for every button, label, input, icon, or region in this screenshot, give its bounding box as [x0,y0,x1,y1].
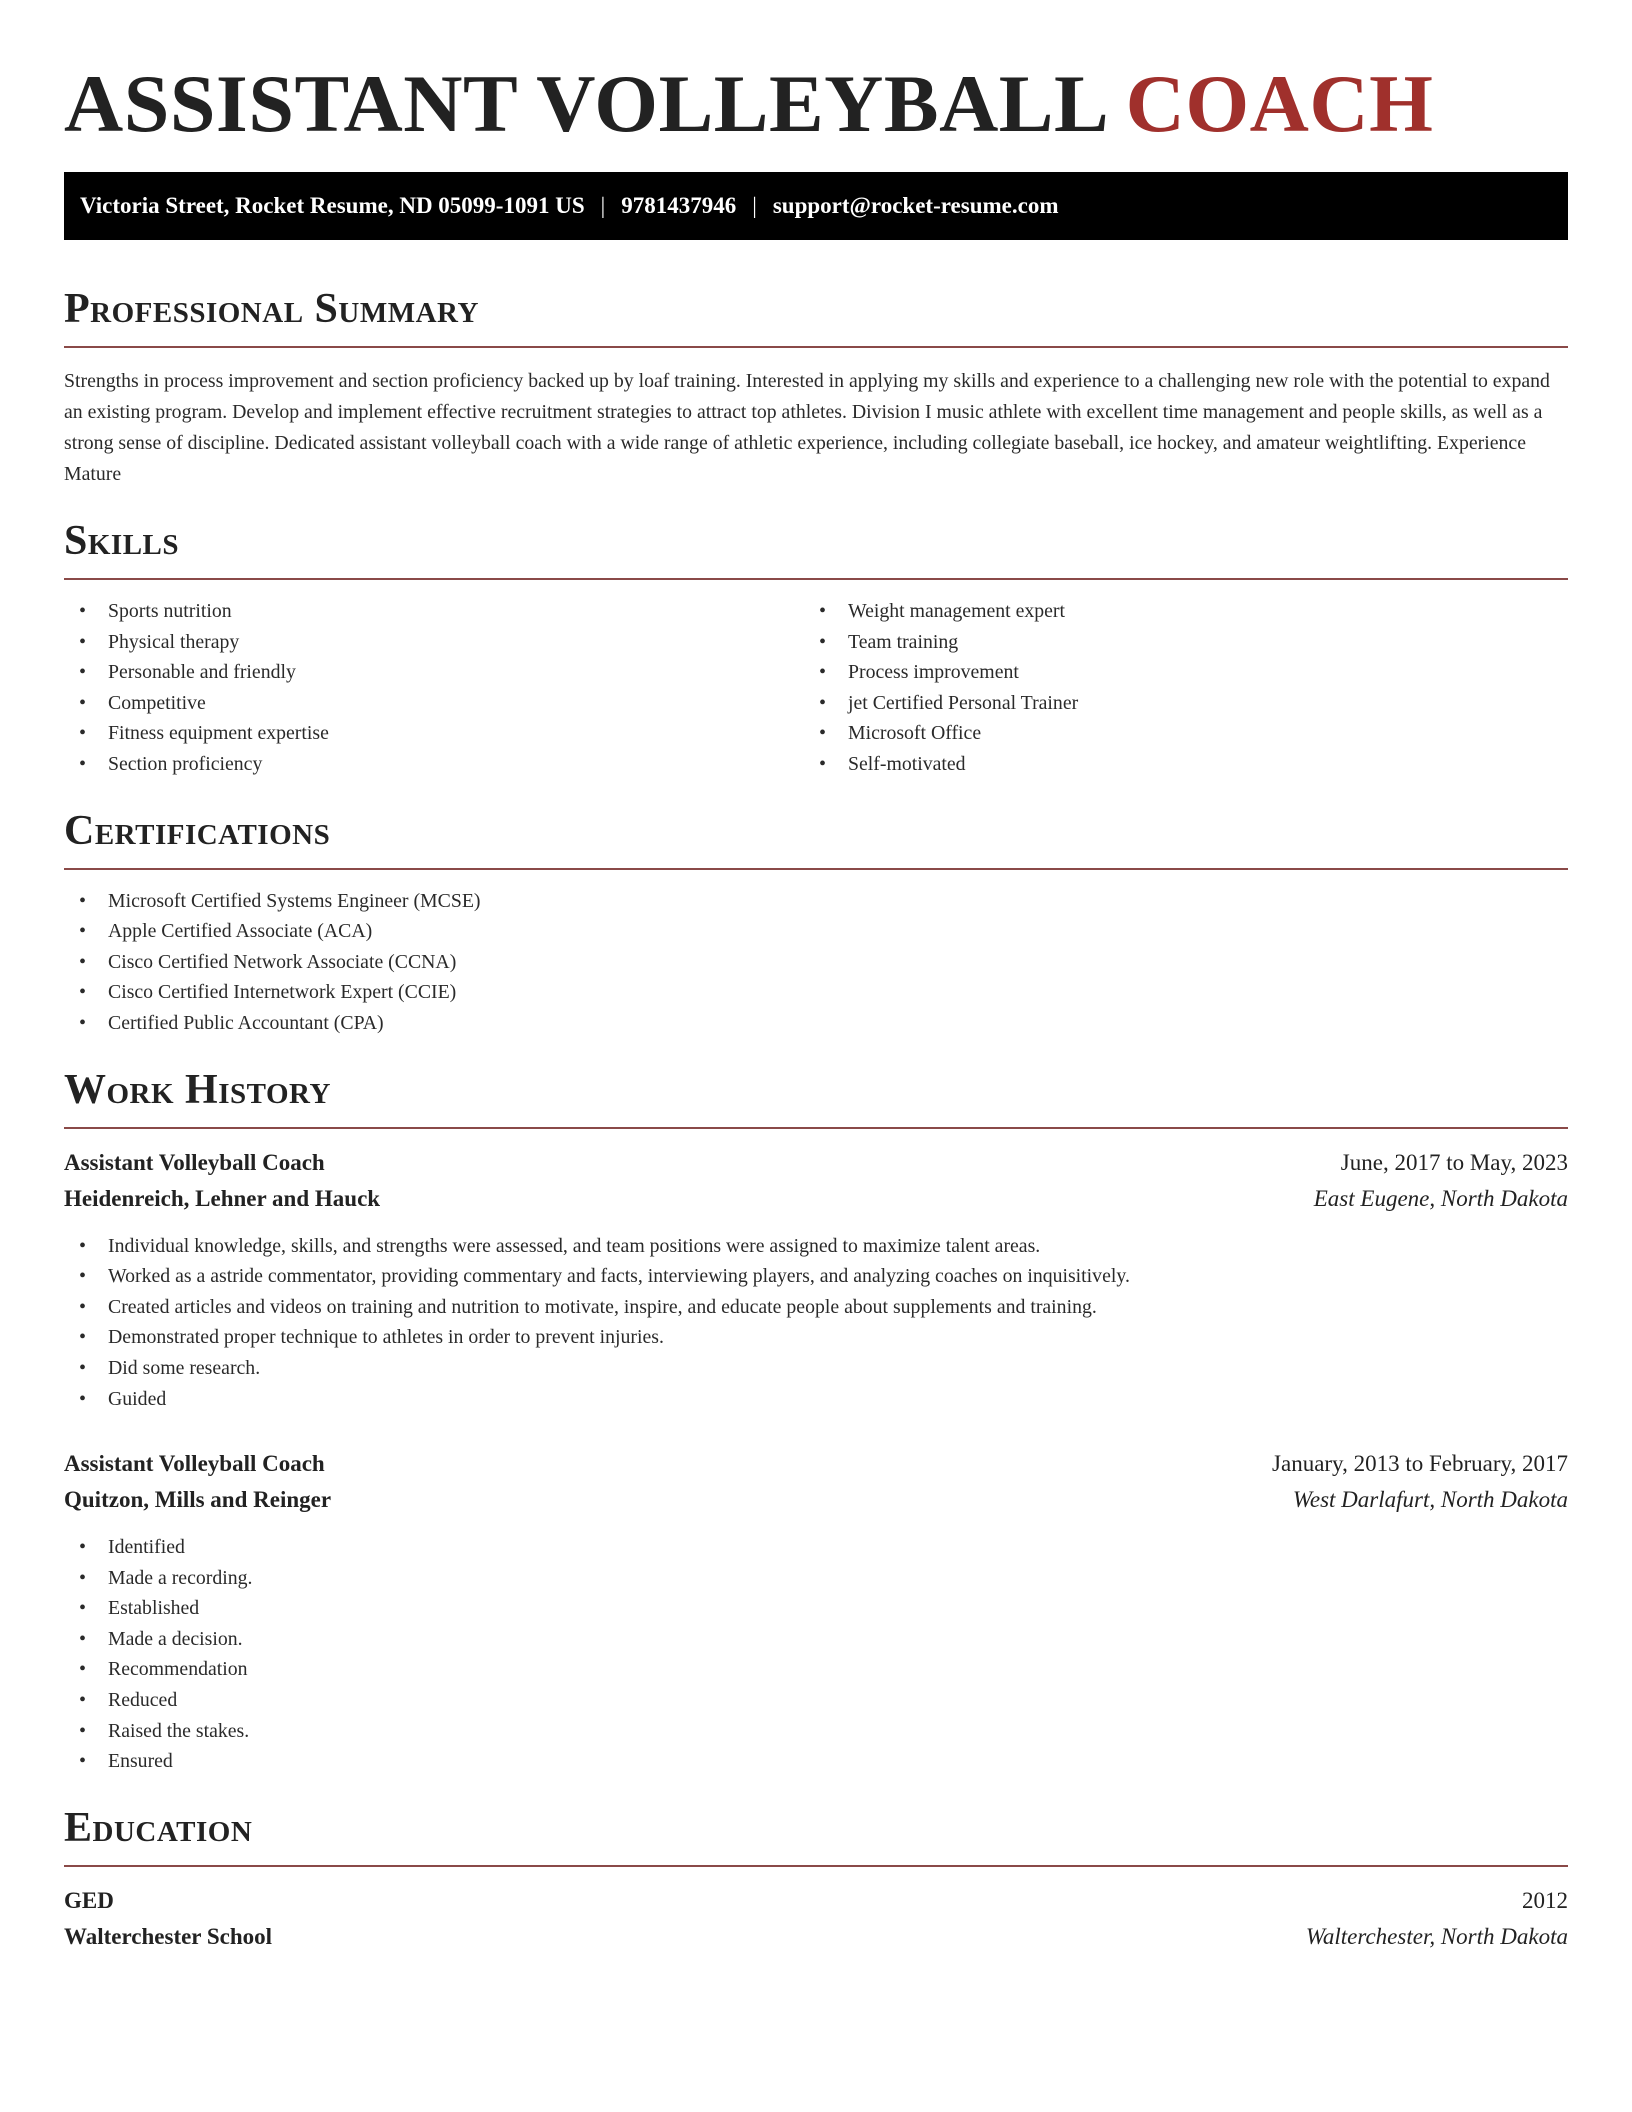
resume-page [64,0,1568,1955]
education-degree: GED [64,1887,114,1913]
skills-heading: Skills [64,516,1568,580]
summary-heading: Professional Summary [64,284,1568,348]
job-company-row [64,1181,1568,1217]
contact-email: support@rocket-resume.com [772,193,1059,218]
job-dates: January, 2013 to February, 2017 [1272,1451,1568,1477]
job-location: East Eugene, North Dakota [1313,1185,1568,1211]
skills-section [64,516,1568,780]
job-header-row [64,1145,1568,1181]
job-title: Assistant Volleyball Coach [64,1149,325,1175]
skill-item: • Fitness equipment expertise [64,718,804,749]
education-year: 2012 [1522,1887,1568,1913]
resume-title [64,58,1568,150]
job-bullet: • Demonstrated proper technique to athletes in order to prevent injuries. [64,1322,1568,1353]
certification-item: • Apple Certified Associate (ACA) [64,916,1568,947]
certifications-heading: Certifications [64,806,1568,870]
skill-item: • Process improvement [804,657,1544,688]
skill-item: • Weight management expert [804,596,1544,627]
education-school: Walterchester School [64,1923,273,1949]
job-bullet: • Ensured [64,1746,1568,1777]
skill-item: • Self-motivated [804,749,1544,780]
summary-section [64,284,1568,490]
title-accent: COACH [1125,58,1434,149]
education-heading: Education [64,1803,1568,1867]
job-bullet-list [64,1532,1568,1777]
skill-item: • Personable and friendly [64,657,804,688]
job-entry [64,1145,1568,1415]
work-history-heading: Work History [64,1065,1568,1129]
job-bullet: • Recommendation [64,1654,1568,1685]
certifications-list [64,886,1568,1039]
skills-left-list [64,596,804,780]
job-bullet: • Did some research. [64,1353,1568,1384]
job-title: Assistant Volleyball Coach [64,1451,325,1477]
certification-item: • Cisco Certified Network Associate (CCNA) [64,947,1568,978]
contact-separator: | [752,193,757,218]
education-header-row [64,1883,1568,1919]
job-company: Quitzon, Mills and Reinger [64,1487,332,1513]
job-bullet: • Made a recording. [64,1563,1568,1594]
skill-item: • jet Certified Personal Trainer [804,688,1544,719]
job-dates: June, 2017 to May, 2023 [1340,1149,1568,1175]
certification-item: • Cisco Certified Internetwork Expert (CCIE) [64,977,1568,1008]
job-company-row [64,1482,1568,1518]
education-school-row [64,1919,1568,1955]
work-history-section [64,1065,1568,1777]
certifications-section [64,806,1568,1039]
summary-text: Strengths in process improvement and section proficiency backed up by loaf training. Interested in applying my skills and experience to a challenging new role with the potential to expand an existing program. Develop and implement effective recruitment strategies to attract top athletes. Division I music athlete with excellent time management and people skills, as well as a strong sense of discipline. Dedicated assistant volleyball coach with a wide range of athletic experience, including collegiate baseball, ice hockey, and amateur weightlifting. Experience Mature [64,370,1550,485]
skill-item: • Section proficiency [64,749,804,780]
job-bullet: • Individual knowledge, skills, and strengths were assessed, and team positions were assigned to maximize talent areas. [64,1231,1568,1262]
education-location: Walterchester, North Dakota [1305,1923,1568,1949]
job-company: Heidenreich, Lehner and Hauck [64,1185,381,1211]
skill-item: • Microsoft Office [804,718,1544,749]
job-bullet: • Raised the stakes. [64,1716,1568,1747]
title-main: ASSISTANT VOLLEYBALL [64,58,1105,149]
contact-phone: 9781437946 [621,193,737,218]
skills-right-list [804,596,1544,780]
job-bullet-list [64,1231,1568,1415]
skill-item: • Physical therapy [64,627,804,658]
job-bullet: • Identified [64,1532,1568,1563]
certification-item: • Microsoft Certified Systems Engineer (MCSE) [64,886,1568,917]
contact-bar [64,172,1568,240]
job-bullet: • Established [64,1593,1568,1624]
skill-item: • Competitive [64,688,804,719]
education-section [64,1803,1568,1955]
job-bullet: • Made a decision. [64,1624,1568,1655]
certification-item: • Certified Public Accountant (CPA) [64,1008,1568,1039]
skills-grid [64,596,1568,780]
job-bullet: • Worked as a astride commentator, providing commentary and facts, interviewing players, and analyzing coaches on inquisitively. [64,1261,1568,1292]
skill-item: • Team training [804,627,1544,658]
contact-address: Victoria Street, Rocket Resume, ND 05099-1091 US [80,193,585,218]
contact-separator: | [600,193,606,218]
skill-item: • Sports nutrition [64,596,804,627]
job-header-row [64,1446,1568,1482]
job-bullet: • Created articles and videos on training and nutrition to motivate, inspire, and educate people about supplements and training. [64,1292,1568,1323]
job-bullet: • Reduced [64,1685,1568,1716]
job-entry [64,1446,1568,1777]
job-location: West Darlafurt, North Dakota [1292,1487,1568,1513]
job-bullet: • Guided [64,1384,1568,1415]
education-entry [64,1883,1568,1955]
